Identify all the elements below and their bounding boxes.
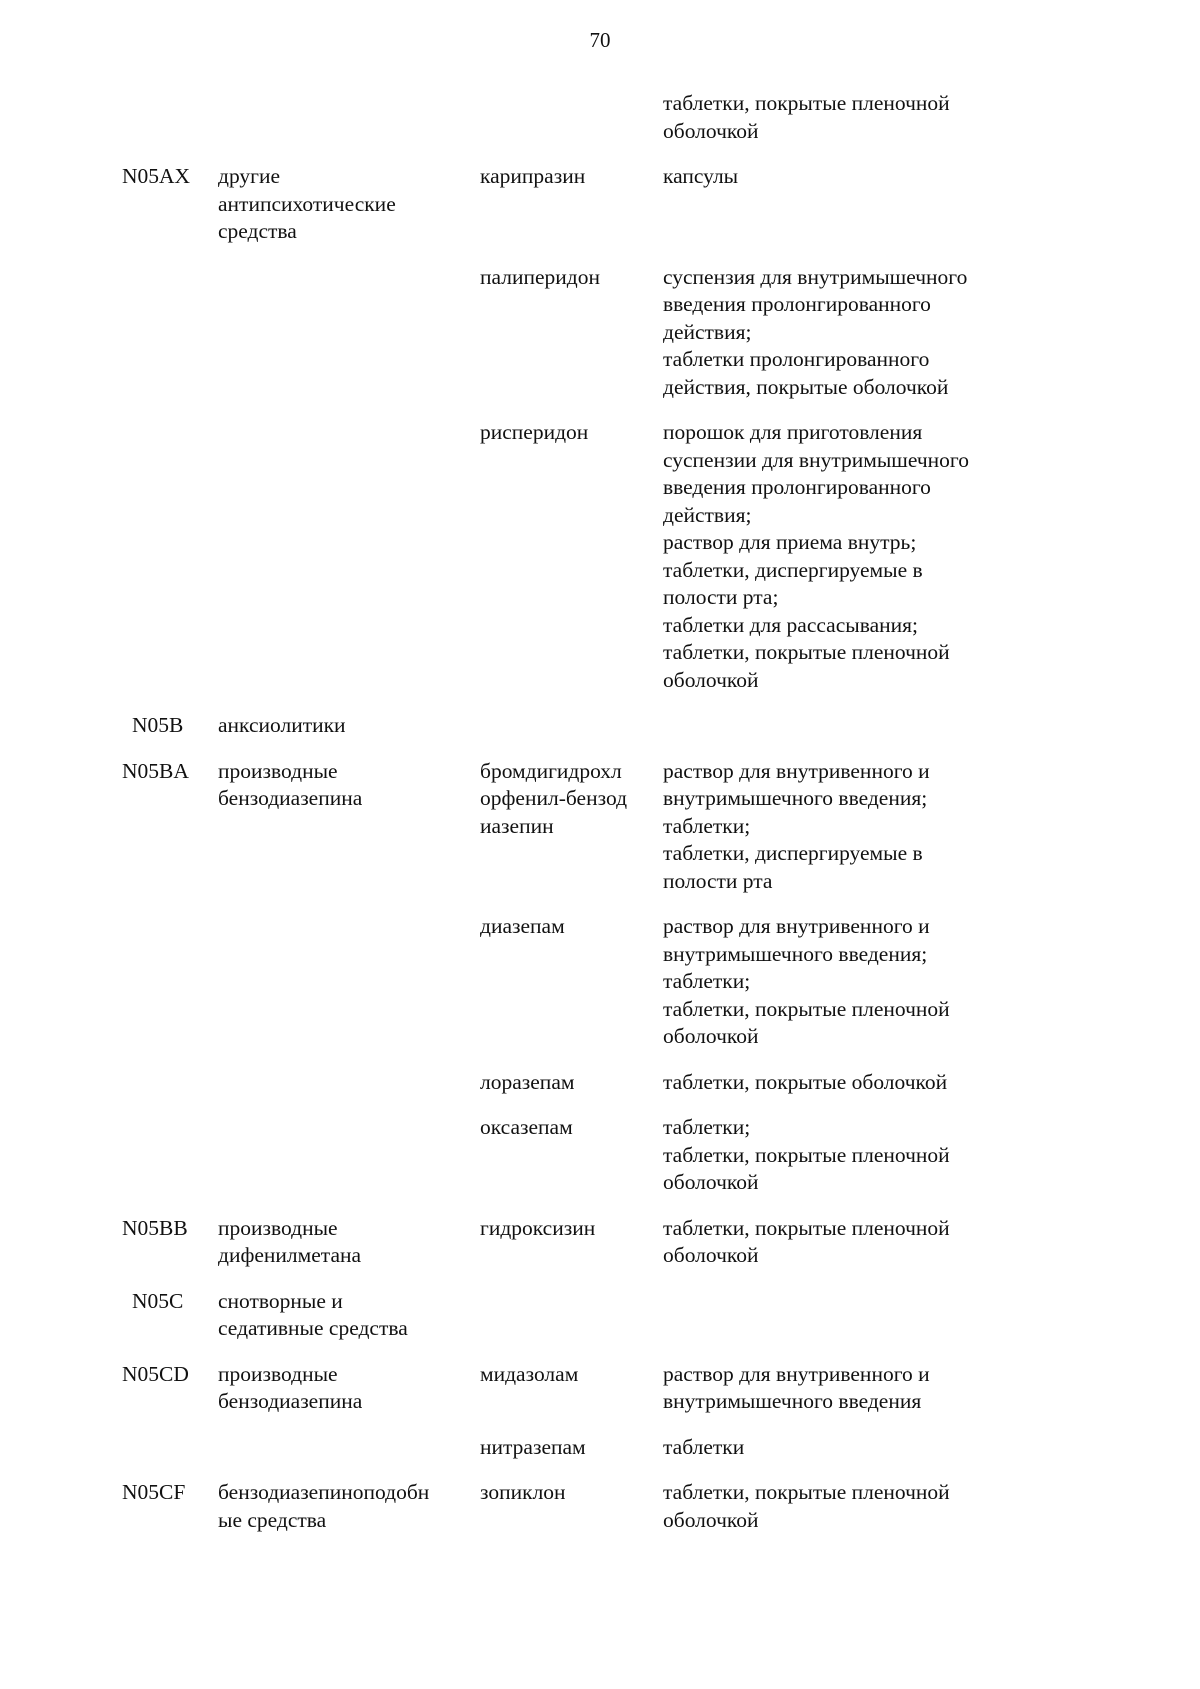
dosage-form-cell: таблетки: [663, 1434, 745, 1459]
dosage-form-cell: таблетки, покрытые пленочной оболочкой: [663, 91, 950, 143]
group-name-cell: бензодиазепиноподобн ые средства: [218, 1480, 430, 1532]
table-row: [122, 1416, 1027, 1462]
group-name-cell: [218, 401, 480, 694]
dosage-form-cell: таблетки, покрытые оболочкой: [663, 1069, 948, 1094]
drug-name-cell: бромдигидрохл орфенил-бензод иазепин: [480, 758, 628, 838]
dosage-form-cell: таблетки, покрытые пленочной оболочкой: [663, 1480, 950, 1532]
group-name-cell: производные бензодиазепина: [218, 758, 363, 810]
atc-code-cell: N05AX: [122, 164, 191, 188]
drug-name-cell: лоразепам: [480, 1069, 575, 1094]
drug-name-cell: нитразепам: [480, 1434, 586, 1459]
table-row: [122, 740, 1027, 896]
atc-code-cell: N05BA: [122, 758, 189, 783]
group-name-cell: снотворные и седативные средства: [218, 1288, 408, 1340]
group-name-cell: другие антипсихотические средства: [218, 164, 396, 243]
table-row: [122, 895, 1027, 1051]
dosage-form-cell: [663, 694, 1027, 740]
drug-name-cell: палиперидон: [480, 264, 600, 289]
table-row: [122, 1343, 1027, 1416]
group-name-cell: [218, 90, 480, 145]
drug-name-cell: [480, 90, 663, 145]
dosage-form-cell: таблетки; таблетки, покрытые пленочной оболочкой: [663, 1115, 950, 1194]
group-name-cell: [218, 1416, 480, 1462]
dosage-form-cell: суспензия для внутримышечного введения пролонгированного действия; таблетки пролонгированного действия, покрытые оболочкой: [663, 264, 968, 399]
table-row: [122, 401, 1027, 694]
group-name-cell: производные дифенилметана: [218, 1215, 362, 1267]
drug-name-cell: рисперидон: [480, 420, 589, 444]
atc-code-cell: [122, 1416, 218, 1462]
atc-code-cell: N05B: [132, 713, 184, 737]
drug-classification-table: [122, 90, 1027, 1534]
atc-code-cell: [122, 90, 218, 145]
group-name-cell: [218, 246, 480, 402]
atc-code-cell: N05C: [132, 1288, 184, 1313]
atc-code-cell: [122, 1096, 218, 1197]
drug-name-cell: оксазепам: [480, 1115, 573, 1139]
atc-code-cell: [122, 246, 218, 402]
table-row: [122, 145, 1027, 246]
drug-name-cell: [480, 1270, 663, 1343]
drug-name-cell: мидазолам: [480, 1361, 579, 1386]
page-number: 70: [589, 28, 611, 52]
table-row: [122, 1051, 1027, 1097]
dosage-form-cell: раствор для внутривенного и внутримышечного введения; таблетки; таблетки, покрытые пленочной оболочкой: [663, 914, 950, 1048]
atc-code-cell: N05CF: [122, 1480, 186, 1504]
group-name-cell: анксиолитики: [218, 713, 346, 737]
drug-name-cell: [480, 694, 663, 740]
drug-name-cell: карипразин: [480, 164, 586, 188]
table-row: [122, 1096, 1027, 1197]
table-row: [122, 90, 1027, 145]
table-row: [122, 694, 1027, 740]
table-row: [122, 246, 1027, 402]
atc-code-cell: [122, 1051, 218, 1097]
table-row: [122, 1197, 1027, 1270]
group-name-cell: [218, 1096, 480, 1197]
atc-code-cell: [122, 401, 218, 694]
group-name-cell: [218, 1051, 480, 1097]
dosage-form-cell: [663, 1270, 1027, 1343]
table-row: [122, 1461, 1027, 1534]
drug-name-cell: зопиклон: [480, 1480, 566, 1504]
drug-name-cell: диазепам: [480, 914, 565, 938]
dosage-form-cell: порошок для приготовления суспензии для внутримышечного введения пролонгированного действия; раствор для приема внутрь; таблетки, диспергируемые в полости рта; таблетки для рассасывания; таблетки, покрытые пленочной оболочкой: [663, 420, 969, 692]
table-row: [122, 1270, 1027, 1343]
dosage-form-cell: таблетки, покрытые пленочной оболочкой: [663, 1215, 950, 1267]
dosage-form-cell: капсулы: [663, 164, 739, 188]
drug-name-cell: гидроксизин: [480, 1215, 596, 1240]
atc-code-cell: N05BB: [122, 1215, 188, 1240]
dosage-form-cell: раствор для внутривенного и внутримышечного введения: [663, 1361, 930, 1413]
dosage-form-cell: раствор для внутривенного и внутримышечного введения; таблетки; таблетки, диспергируемые в полости рта: [663, 758, 930, 893]
group-name-cell: производные бензодиазепина: [218, 1361, 363, 1413]
atc-code-cell: [122, 895, 218, 1051]
group-name-cell: [218, 895, 480, 1051]
table-body: [122, 90, 1027, 1534]
atc-code-cell: N05CD: [122, 1361, 189, 1386]
